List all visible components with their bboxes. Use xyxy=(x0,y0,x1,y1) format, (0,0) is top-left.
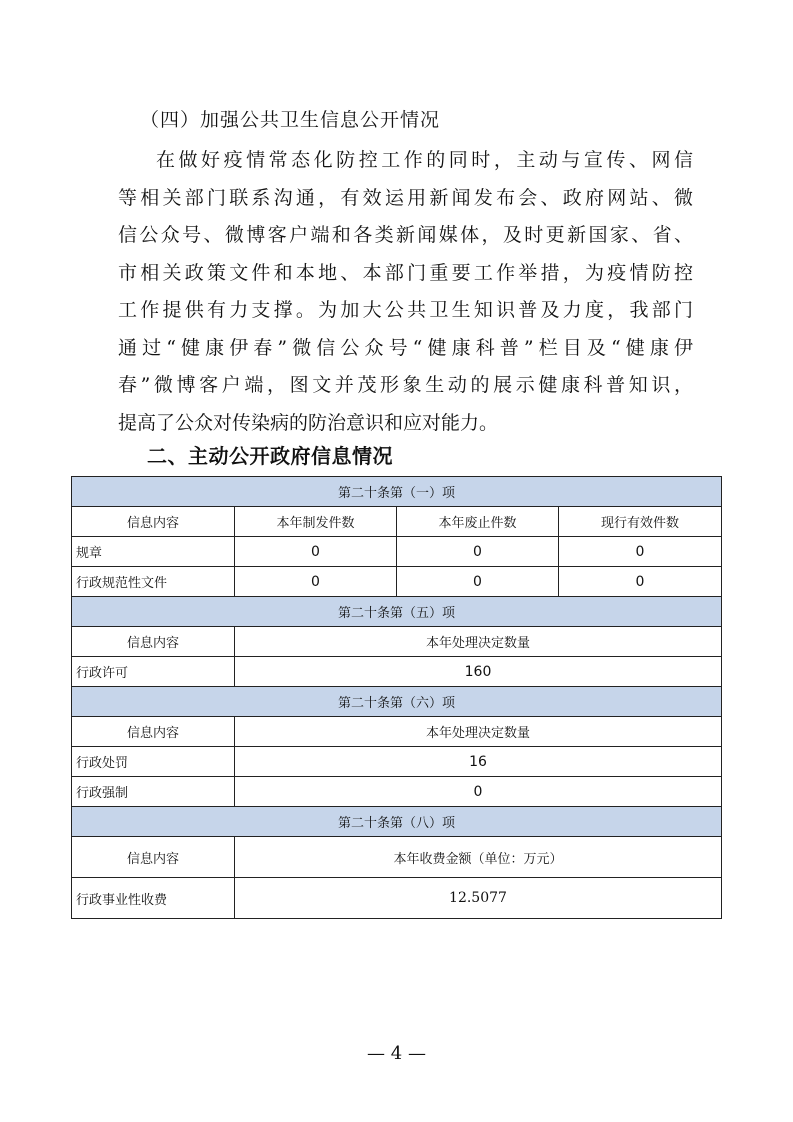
header-cell: 本年废止件数 xyxy=(397,507,559,537)
table-row xyxy=(72,878,722,919)
sub-heading: （四）加强公共卫生信息公开情况 xyxy=(140,109,441,131)
table-section-band xyxy=(72,687,722,717)
table-row xyxy=(72,567,722,597)
paragraph-line: 工作提供有力支撑。为加大公共卫生知识普及力度，我部门 xyxy=(118,299,693,321)
row-label-cell: 行政处罚 xyxy=(72,747,235,777)
value-cell: 0 xyxy=(235,537,397,567)
value-cell: 0 xyxy=(559,567,722,597)
header-cell: 信息内容 xyxy=(72,507,235,537)
table-row xyxy=(72,777,722,807)
value-cell: 160 xyxy=(235,657,722,687)
value-cell: 0 xyxy=(559,537,722,567)
paragraph-line: 提高了公众对传染病的防治意识和应对能力。 xyxy=(118,411,499,434)
header-cell: 本年收费金额（单位：万元） xyxy=(235,837,722,878)
table-section-band xyxy=(72,477,722,507)
header-cell: 现行有效件数 xyxy=(559,507,722,537)
header-cell: 本年处理决定数量 xyxy=(235,627,722,657)
paragraph-line: 在做好疫情常态化防控工作的同时，主动与宣传、网信 xyxy=(156,149,693,171)
value-cell: 0 xyxy=(397,537,559,567)
table-header-row xyxy=(72,837,722,878)
row-label-cell: 行政规范性文件 xyxy=(72,567,235,597)
table-header-row xyxy=(72,507,722,537)
info-disclosure-table xyxy=(71,476,722,919)
header-cell: 信息内容 xyxy=(72,837,235,878)
section-title-cell: 第二十条第（八）项 xyxy=(72,807,722,837)
header-cell: 信息内容 xyxy=(72,717,235,747)
row-label-cell: 行政事业性收费 xyxy=(72,878,235,919)
value-cell: 0 xyxy=(397,567,559,597)
header-cell: 本年处理决定数量 xyxy=(235,717,722,747)
section-title-cell: 第二十条第（五）项 xyxy=(72,597,722,627)
table-row xyxy=(72,657,722,687)
header-cell: 本年制发件数 xyxy=(235,507,397,537)
paragraph-line: 市相关政策文件和本地、本部门重要工作举措，为疫情防控 xyxy=(118,261,693,284)
value-cell: 0 xyxy=(235,777,722,807)
value-cell: 16 xyxy=(235,747,722,777)
header-cell: 信息内容 xyxy=(72,627,235,657)
row-label-cell: 行政强制 xyxy=(72,777,235,807)
table-header-row xyxy=(72,717,722,747)
table-header-row xyxy=(72,627,722,657)
section-title-cell: 第二十条第（一）项 xyxy=(72,477,722,507)
paragraph-line: 信公众号、微博客户端和各类新闻媒体，及时更新国家、省、 xyxy=(118,224,693,246)
table-row xyxy=(72,747,722,777)
section-title-cell: 第二十条第（六）项 xyxy=(72,687,722,717)
row-label-cell: 行政许可 xyxy=(72,657,235,687)
value-cell: 12.5077 xyxy=(235,878,722,919)
row-label-cell: 规章 xyxy=(72,537,235,567)
paragraph-line: 等相关部门联系沟通，有效运用新闻发布会、政府网站、微 xyxy=(118,186,693,209)
page-number: — 4 — xyxy=(367,1043,426,1064)
body-paragraph xyxy=(118,142,693,442)
section-heading: 二、主动公开政府信息情况 xyxy=(147,444,393,468)
table-row xyxy=(72,537,722,567)
table-section-band xyxy=(72,597,722,627)
paragraph-line: 通过“健康伊春”微信公众号“健康科普”栏目及“健康伊 xyxy=(118,336,693,359)
paragraph-line: 春”微博客户端，图文并茂形象生动的展示健康科普知识， xyxy=(118,374,693,396)
table-section-band xyxy=(72,807,722,837)
value-cell: 0 xyxy=(235,567,397,597)
